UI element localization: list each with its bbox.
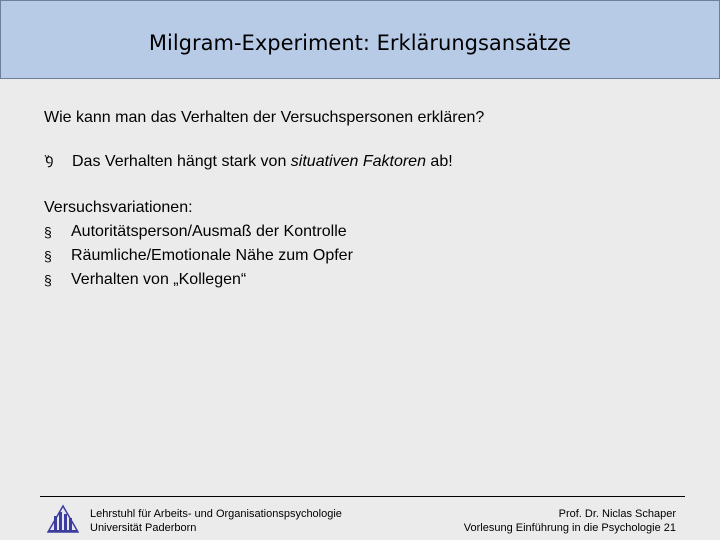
footer-lecture: Vorlesung Einführung in die Psychologie 21: [463, 522, 676, 534]
variation-item: [44, 244, 684, 268]
conclusion-text-after: ab!: [425, 153, 453, 170]
footer-divider: [40, 496, 685, 497]
footer-professor: Prof. Dr. Niclas Schaper: [558, 508, 676, 520]
title-bar: [0, 0, 720, 79]
footer-university: Universität Paderborn: [90, 522, 197, 534]
footer-lecture-info: [464, 507, 676, 535]
footer-institution: [90, 507, 342, 535]
question-text: Wie kann man das Verhalten der Versuchspersonen erklären?: [44, 109, 485, 126]
section-bullet-icon: §: [44, 248, 52, 264]
variation-text: Autoritätsperson/Ausmaß der Kontrolle: [71, 223, 347, 240]
section-bullet-icon: §: [44, 224, 52, 240]
section-bullet-icon: §: [44, 272, 52, 288]
variation-item: [44, 220, 684, 244]
arrow-bullet-icon: ᵞꝯ: [44, 152, 54, 168]
conclusion-line: [44, 152, 684, 172]
conclusion-emphasis: situativen Faktoren: [290, 153, 426, 170]
variation-text: Verhalten von „Kollegen“: [71, 271, 247, 288]
university-logo-icon: [46, 502, 80, 534]
conclusion-text: [72, 152, 453, 172]
variations-heading: Versuchsvariationen:: [44, 199, 193, 216]
variation-text: Räumliche/Emotionale Nähe zum Opfer: [71, 247, 353, 264]
slide-content: [44, 108, 684, 292]
conclusion-text-before: Das Verhalten hängt stark von: [72, 153, 291, 170]
slide-title: Milgram-Experiment: Erklärungsansätze: [148, 30, 572, 55]
variation-item: [44, 268, 684, 292]
variations-block: [44, 196, 684, 292]
footer-chair: Lehrstuhl für Arbeits- und Organisationspsychologie: [90, 508, 342, 520]
